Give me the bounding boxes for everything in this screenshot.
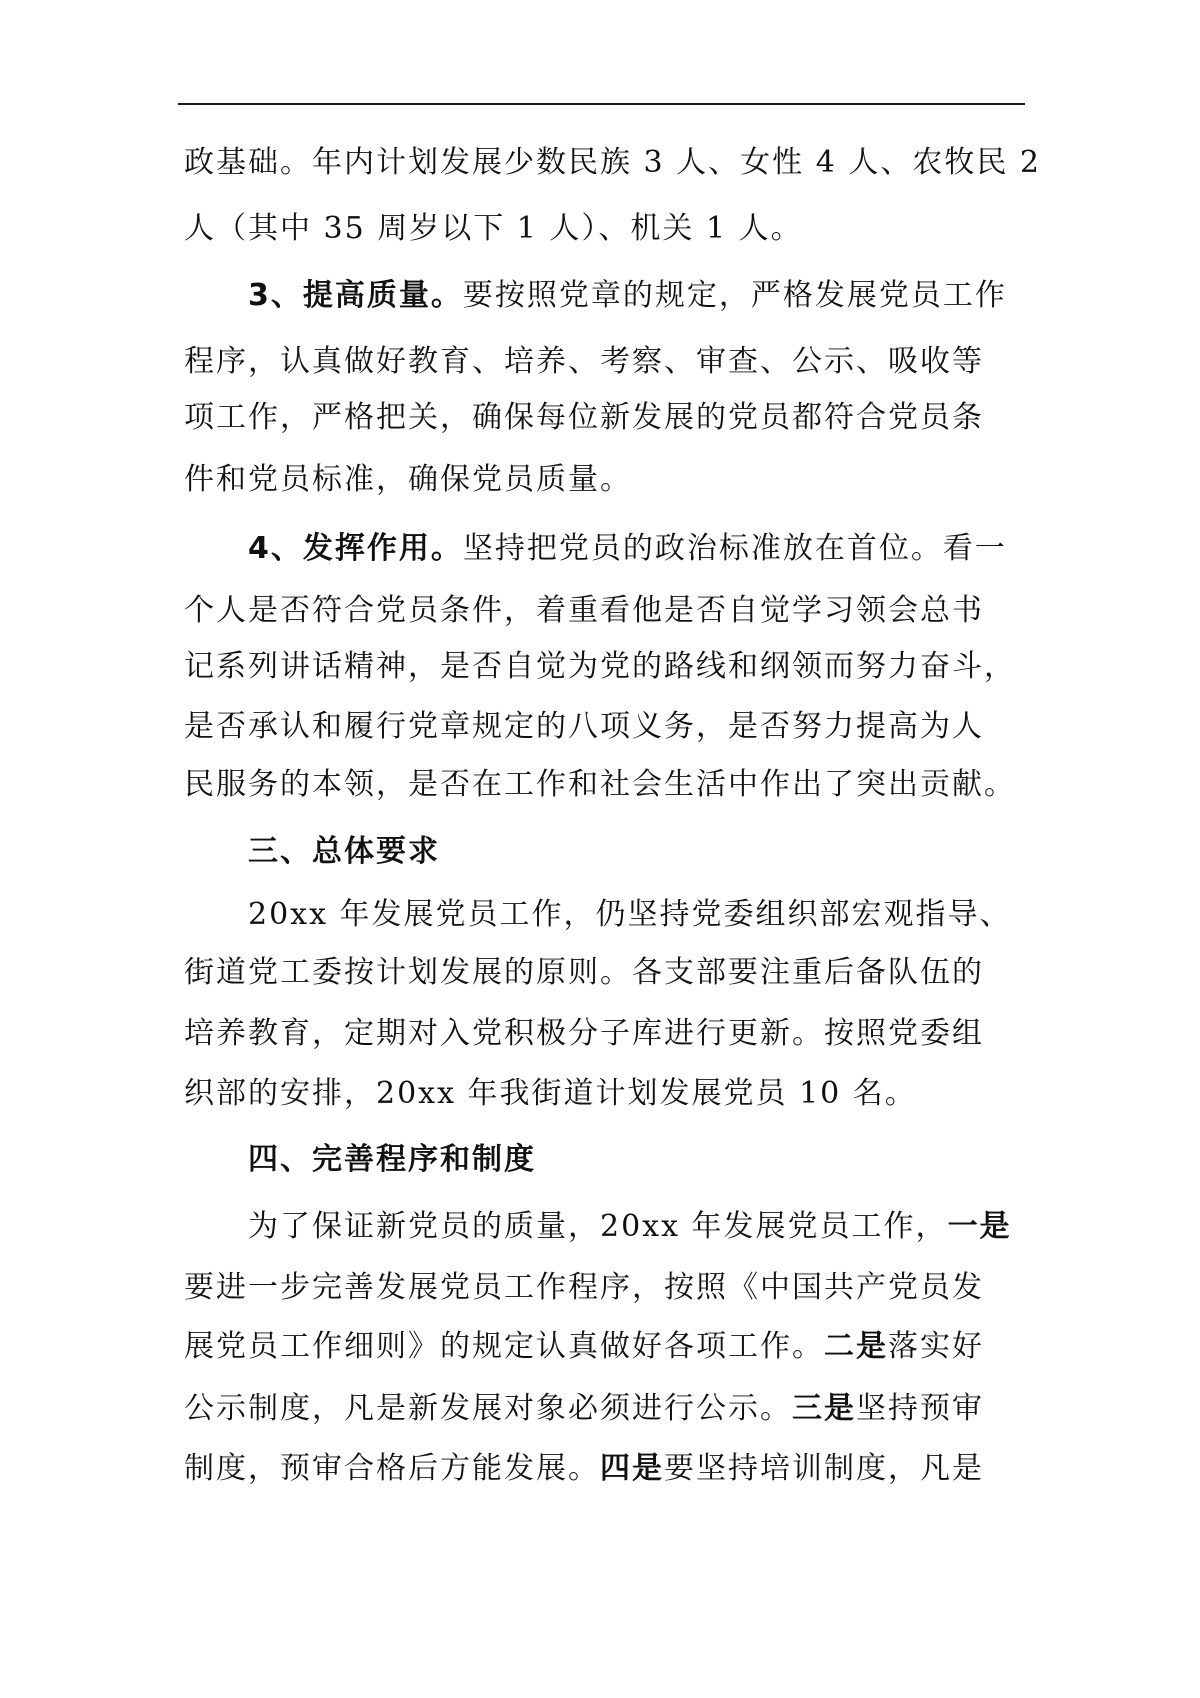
text-line — [184, 1327, 984, 1367]
text-span: 人（其中 35 周岁以下 1 人）、机关 1 人。 — [184, 211, 803, 246]
text-line — [184, 143, 1041, 183]
text-span: 三、总体要求 — [248, 834, 440, 869]
text-span: 个人是否符合党员条件，着重看他是否自觉学习领会总书 — [184, 593, 984, 628]
text-line — [184, 209, 803, 249]
text-span: 项工作，严格把关，确保每位新发展的党员都符合党员条 — [184, 400, 984, 435]
text-span: 培养教育，定期对入党积极分子库进行更新。按照党委组 — [184, 1016, 984, 1051]
text-span: 民服务的本领，是否在工作和社会生活中作出了突出贡献。 — [184, 767, 1016, 802]
text-span: 要坚持培训制度，凡是 — [664, 1451, 984, 1486]
section-heading — [248, 832, 440, 872]
text-span: 织部的安排，20xx 年我街道计划发展党员 10 名。 — [184, 1076, 917, 1111]
text-line — [184, 1449, 984, 1489]
text-line — [248, 529, 1007, 569]
text-span: 落实好 — [888, 1329, 984, 1364]
text-span: 20xx 年发展党员工作，仍坚持党委组织部宏观指导、 — [248, 897, 1012, 932]
text-line — [184, 591, 984, 631]
text-span: 坚持预审 — [856, 1391, 984, 1426]
text-span: 是否承认和履行党章规定的八项义务，是否努力提高为人 — [184, 709, 984, 744]
bold-text: 4、发挥作用。 — [248, 531, 463, 566]
text-span: 坚持把党员的政治标准放在首位。看一 — [462, 531, 1007, 566]
text-line — [184, 1389, 984, 1429]
text-line — [184, 953, 984, 993]
bold-text: 四是 — [600, 1451, 664, 1486]
text-span: 制度，预审合格后方能发展。 — [184, 1451, 600, 1486]
text-span: 四、完善程序和制度 — [248, 1142, 536, 1177]
text-line — [184, 647, 1016, 687]
text-span: 记系列讲话精神，是否自觉为党的路线和纲领而努力奋斗， — [184, 649, 1016, 684]
text-line — [184, 765, 1016, 805]
bold-text: 三是 — [792, 1391, 856, 1426]
text-span: 要进一步完善发展党员工作程序，按照《中国共产党员发 — [184, 1270, 984, 1305]
text-line — [184, 398, 984, 438]
text-span: 政基础。年内计划发展少数民族 3 人、女性 4 人、农牧民 2 — [184, 145, 1041, 180]
text-span: 街道党工委按计划发展的原则。各支部要注重后备队伍的 — [184, 955, 984, 990]
text-line — [184, 707, 984, 747]
text-line — [184, 460, 632, 500]
text-span: 要按照党章的规定，严格发展党员工作 — [462, 278, 1007, 313]
text-span: 公示制度，凡是新发展对象必须进行公示。 — [184, 1391, 792, 1426]
text-line — [184, 1014, 984, 1054]
header-rule — [178, 103, 1025, 105]
text-span: 程序，认真做好教育、培养、考察、审查、公示、吸收等 — [184, 344, 984, 379]
text-span: 为了保证新党员的质量，20xx 年发展党员工作， — [248, 1209, 948, 1244]
bold-text: 一是 — [947, 1209, 1012, 1244]
text-line — [184, 342, 984, 382]
text-span: 展党员工作细则》的规定认真做好各项工作。 — [184, 1329, 824, 1364]
text-line — [184, 1074, 917, 1114]
text-line — [248, 276, 1007, 316]
text-line — [184, 1268, 984, 1308]
text-line — [248, 895, 1012, 935]
bold-text: 3、提高质量。 — [248, 278, 463, 313]
text-span: 件和党员标准，确保党员质量。 — [184, 462, 632, 497]
bold-text: 二是 — [824, 1329, 888, 1364]
text-line — [248, 1207, 1012, 1247]
section-heading — [248, 1140, 536, 1180]
